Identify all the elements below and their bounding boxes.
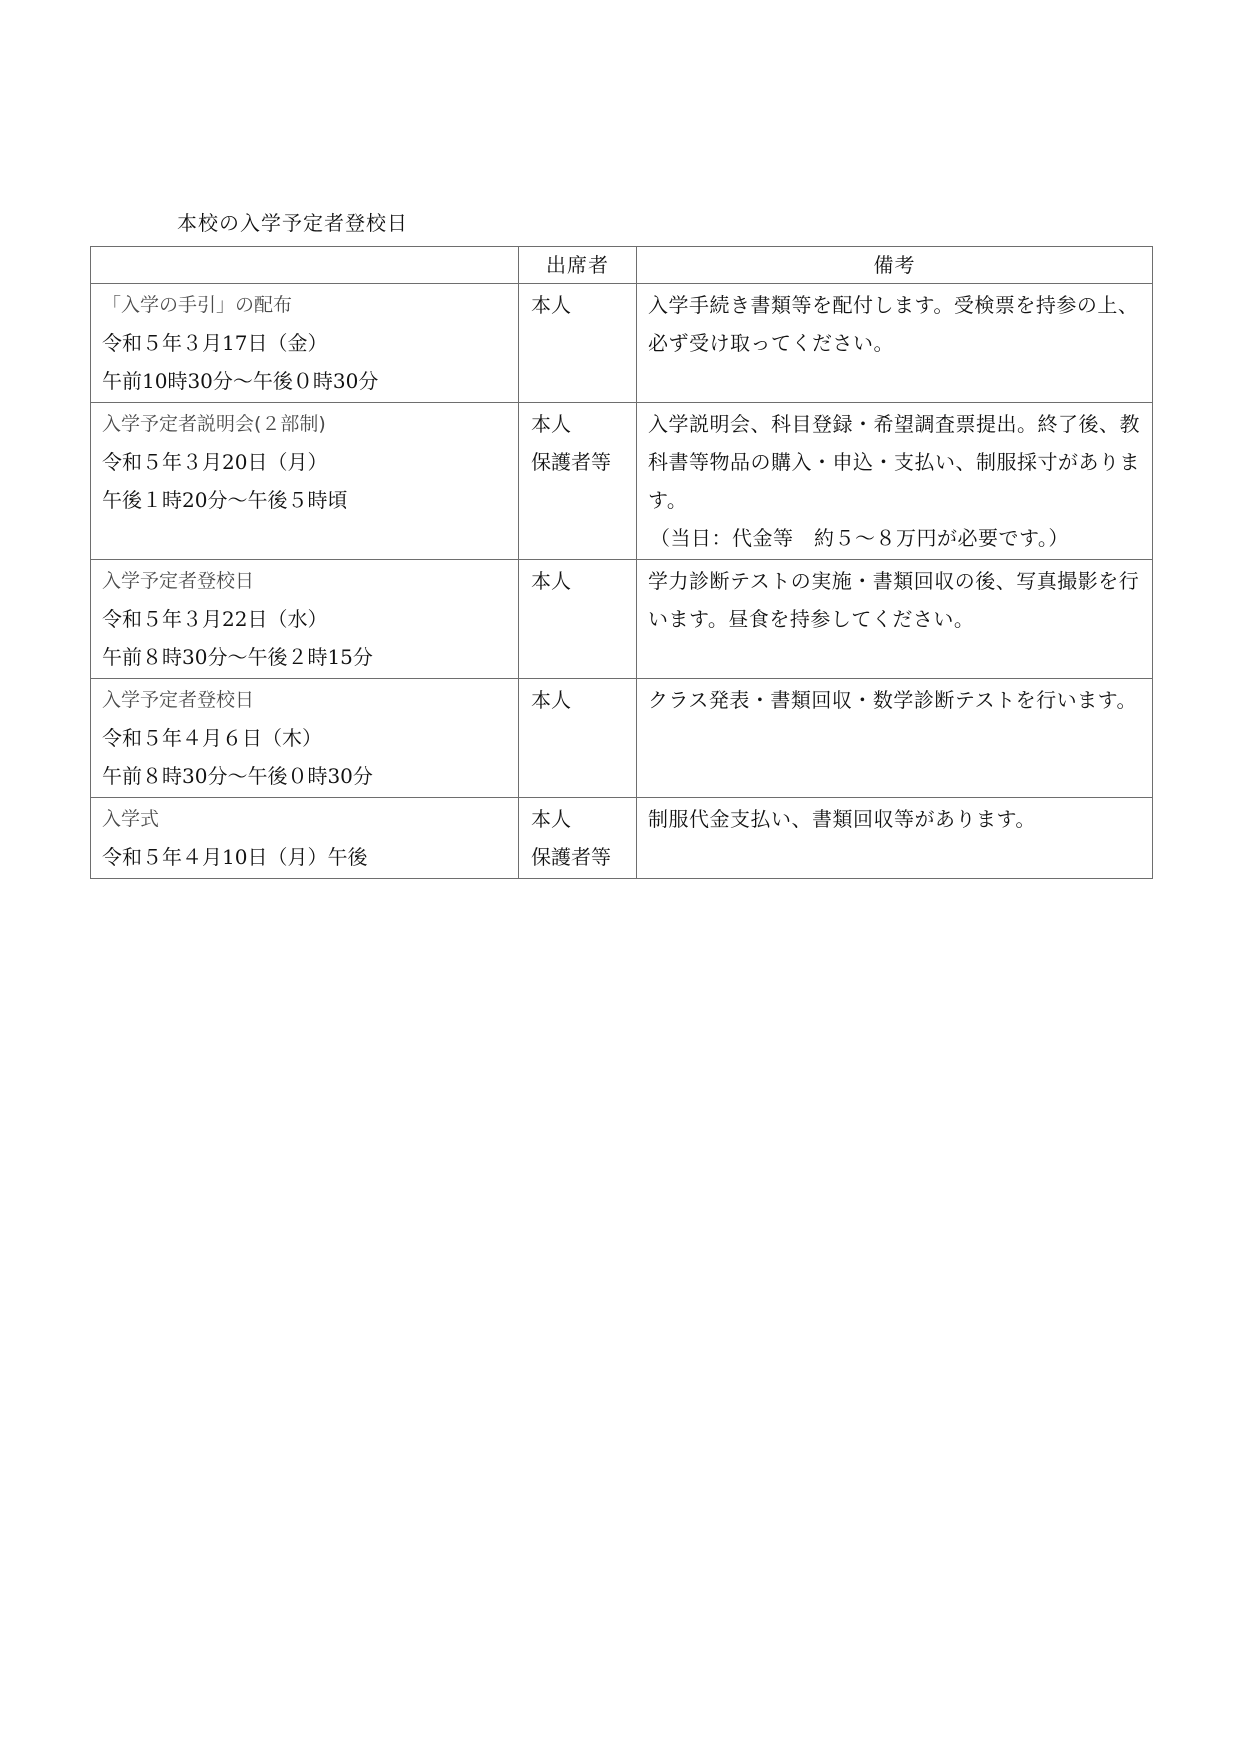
header-event	[91, 247, 519, 284]
header-notes: 備考	[637, 247, 1153, 284]
note-text: 制服代金支払い、書類回収等があります。	[648, 807, 1036, 831]
table-row	[91, 284, 1153, 403]
schedule-table	[90, 246, 1153, 879]
table-row	[91, 403, 1153, 560]
notes-cell	[637, 403, 1153, 560]
attendees-cell	[519, 798, 637, 879]
event-cell	[91, 679, 519, 798]
event-name: 入学予定者登校日	[102, 689, 255, 711]
attendee: 本人	[531, 293, 571, 317]
table-row	[91, 679, 1153, 798]
note-text: 学力診断テストの実施・書類回収の後、写真撮影を行います。昼食を持参してください。	[648, 569, 1140, 631]
attendees-cell	[519, 560, 637, 679]
event-cell	[91, 284, 519, 403]
notes-cell	[637, 679, 1153, 798]
note-text: 入学説明会、科目登録・希望調査票提出。終了後、教科書等物品の購入・申込・支払い、制服採寸があります。	[648, 412, 1140, 512]
attendees-cell	[519, 403, 637, 560]
event-name: 入学予定者説明会(２部制)	[102, 413, 326, 435]
event-cell	[91, 403, 519, 560]
attendees-cell	[519, 679, 637, 798]
table-header-row	[91, 247, 1153, 284]
event-cell	[91, 560, 519, 679]
attendees-cell	[519, 284, 637, 403]
event-date: 令和５年４月６日（木）	[102, 726, 322, 750]
notes-cell	[637, 284, 1153, 403]
attendee: 本人	[531, 807, 571, 831]
event-time: 午前８時30分～午後２時15分	[102, 645, 373, 669]
note-text: クラス発表・書類回収・数学診断テストを行います。	[648, 688, 1137, 712]
event-name: 入学予定者登校日	[102, 570, 255, 592]
document-title: 本校の入学予定者登校日	[177, 211, 408, 235]
attendee: 本人	[531, 688, 571, 712]
notes-cell	[637, 560, 1153, 679]
event-time: 午前８時30分～午後０時30分	[102, 764, 373, 788]
event-date: 令和５年３月22日（水）	[102, 607, 328, 631]
note-extra-text: （当日：代金等 約５～８万円が必要です。）	[650, 526, 1069, 550]
table-row	[91, 560, 1153, 679]
event-name: 入学式	[102, 808, 160, 830]
header-attendees: 出席者	[519, 247, 637, 284]
event-time: 午後１時20分～午後５時頃	[102, 488, 348, 512]
event-date: 令和５年４月10日（月）午後	[102, 845, 368, 869]
event-date: 令和５年３月17日（金）	[102, 331, 328, 355]
attendee: 本人	[531, 412, 571, 436]
event-name: 「入学の手引」の配布	[102, 294, 293, 316]
notes-cell	[637, 798, 1153, 879]
attendee: 保護者等	[531, 845, 611, 869]
event-cell	[91, 798, 519, 879]
event-date: 令和５年３月20日（月）	[102, 450, 328, 474]
table-row	[91, 798, 1153, 879]
note-text: 入学手続き書類等を配付します。受検票を持参の上、必ず受け取ってください。	[648, 293, 1139, 355]
event-time: 午前10時30分～午後０時30分	[102, 369, 379, 393]
attendee: 保護者等	[531, 450, 611, 474]
attendee: 本人	[531, 569, 571, 593]
